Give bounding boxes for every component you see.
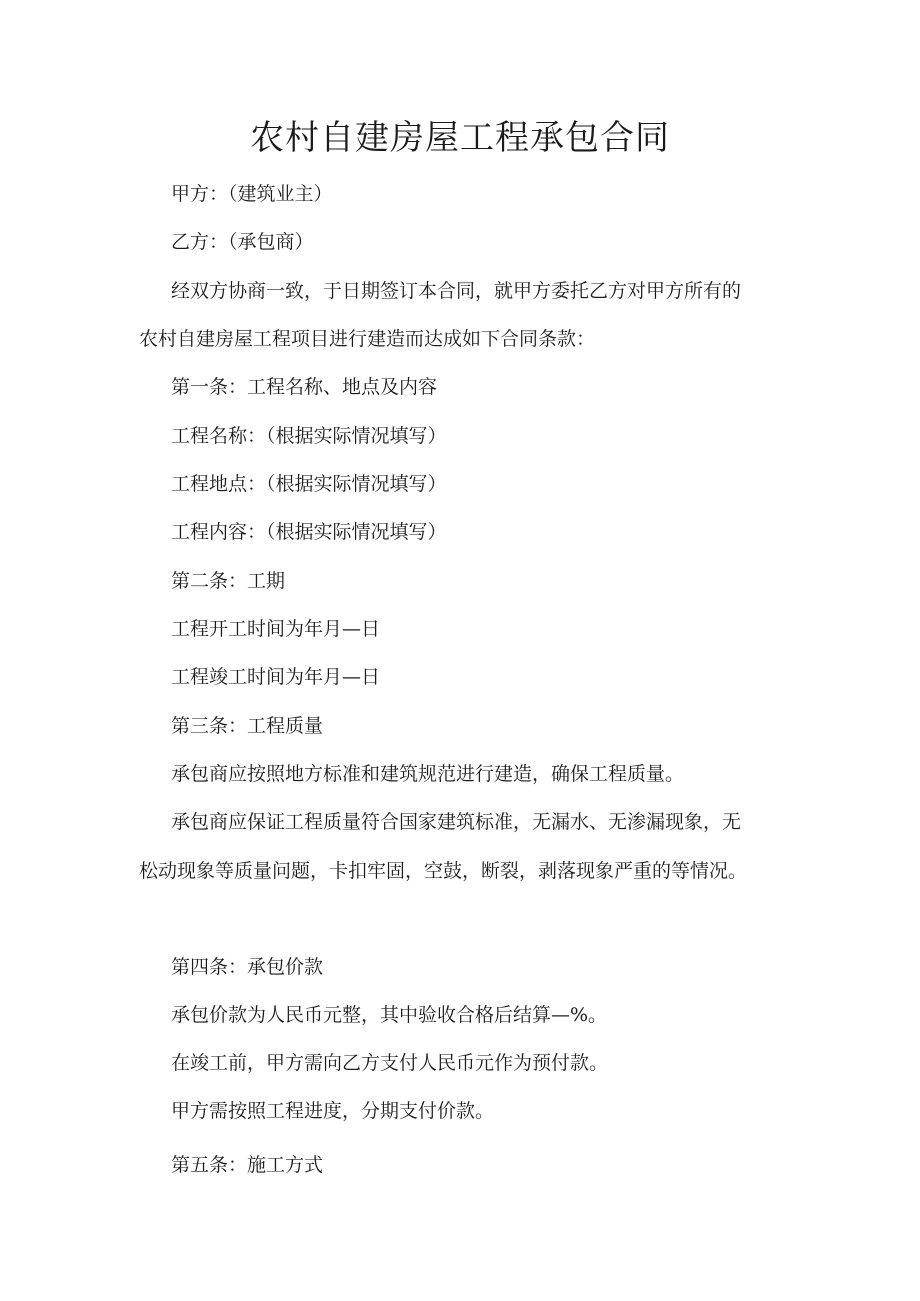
project-name: 工程名称：（根据实际情况填写） [171, 425, 447, 447]
article2-heading: 第二条：工期 [171, 570, 286, 592]
quality-paragraph-1: 承包商应按照地方标准和建筑规范进行建造，确保工程质量。 [171, 763, 685, 785]
article1-heading: 第一条：工程名称、地点及内容 [171, 376, 438, 398]
price-paragraph-3: 甲方需按照工程进度，分期支付价款。 [171, 1100, 495, 1122]
intro-line-1: 经双方协商一致，于日期签订本合同，就甲方委托乙方对甲方所有的 [171, 280, 742, 302]
party-a: 甲方：（建筑业主） [171, 183, 333, 205]
start-date: 工程开工时间为年月—日 [171, 618, 381, 640]
project-content: 工程内容：（根据实际情况填写） [171, 521, 447, 543]
intro-line-2: 农村自建房屋工程项目进行建造而达成如下合同条款： [139, 328, 596, 350]
price-paragraph-2: 在竣工前，甲方需向乙方支付人民币元作为预付款。 [171, 1052, 609, 1074]
price-paragraph-1: 承包价款为人民币元整，其中验收合格后结算—%。 [171, 1004, 608, 1026]
article4-heading: 第四条：承包价款 [171, 956, 324, 978]
project-location: 工程地点：（根据实际情况填写） [171, 473, 447, 495]
party-b: 乙方：（承包商） [171, 231, 314, 253]
article3-heading: 第三条：工程质量 [171, 715, 324, 737]
document-title: 农村自建房屋工程承包合同 [250, 118, 670, 158]
quality-paragraph-2-line-2: 松动现象等质量问题，卡扣牢固，空鼓，断裂，剥落现象严重的等情况。 [139, 860, 748, 882]
end-date: 工程竣工时间为年月—日 [171, 666, 381, 688]
article5-heading: 第五条：施工方式 [171, 1154, 324, 1176]
quality-paragraph-2-line-1: 承包商应保证工程质量符合国家建筑标准，无漏水、无渗漏现象，无 [171, 811, 742, 833]
